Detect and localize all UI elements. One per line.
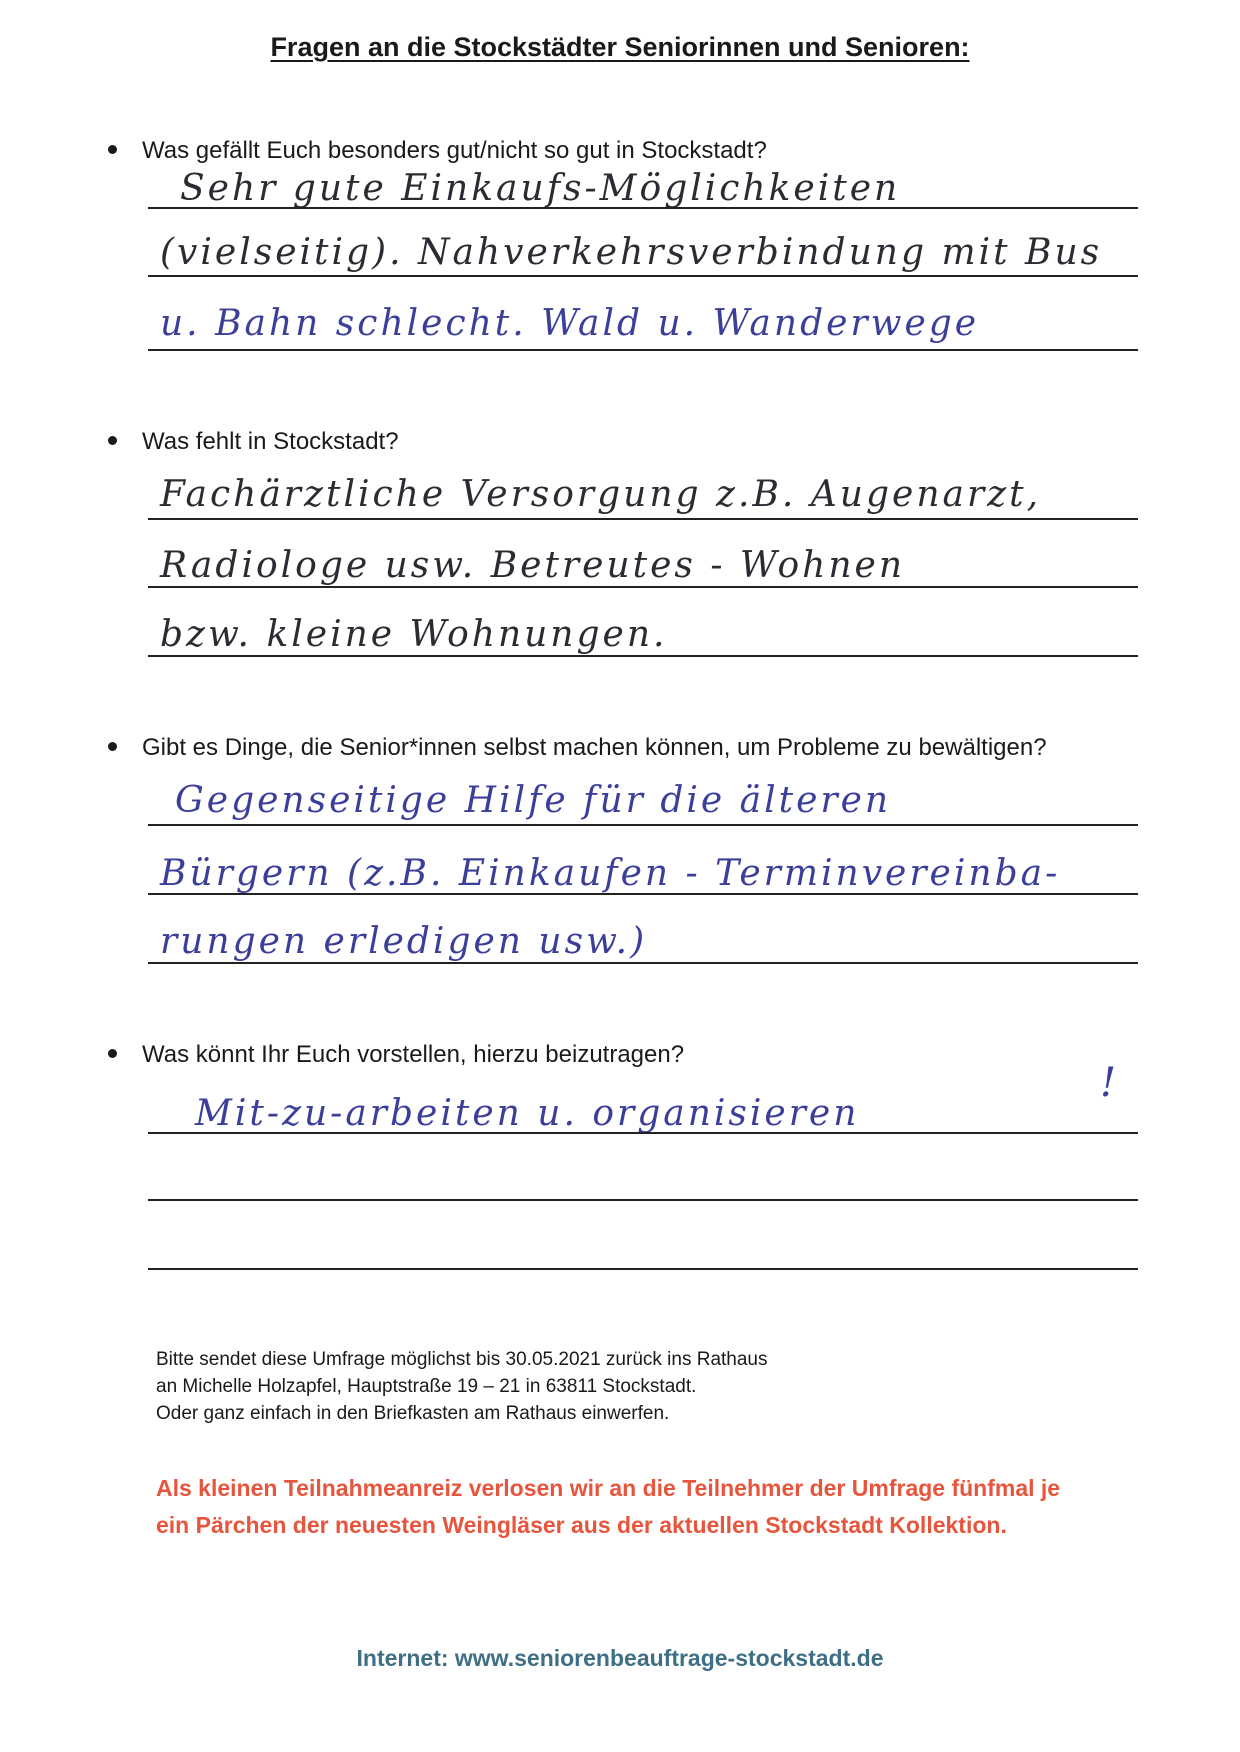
answer-2-rule-2: [148, 586, 1138, 588]
answer-1-rule-1: [148, 207, 1138, 209]
answer-2-rule-3: [148, 655, 1138, 657]
answer-3-line-1: Gegenseitige Hilfe für die älteren: [175, 780, 892, 821]
answer-2-line-1: Fachärztliche Versorgung z.B. Augenarzt,: [160, 474, 1042, 515]
page-title: Fragen an die Stockstädter Seniorinnen und Senioren:: [270, 32, 970, 62]
website-footer: Internet: www.seniorenbeauftrage-stockstadt.de: [356, 1645, 884, 1671]
exclamation-mark: !: [1100, 1060, 1117, 1106]
note-line: Oder ganz einfach in den Briefkasten am Rathaus einwerfen.: [156, 1403, 670, 1424]
answer-4-rule-1: [148, 1132, 1138, 1134]
bullet-icon: [108, 742, 117, 751]
question-1-text: Was gefällt Euch besonders gut/nicht so gut in Stockstadt?: [142, 137, 767, 164]
answer-2-line-3: bzw. kleine Wohnungen.: [160, 614, 668, 655]
answer-4-line-1: Mit-zu-arbeiten u. organisieren: [195, 1093, 860, 1134]
bullet-icon: [108, 1049, 117, 1058]
answer-4-rule-2: [148, 1199, 1138, 1201]
answer-3-rule-2: [148, 893, 1138, 895]
note-line: an Michelle Holzapfel, Hauptstraße 19 – 21 in 63811 Stockstadt.: [156, 1376, 697, 1397]
note-line: Bitte sendet diese Umfrage möglichst bis 30.05.2021 zurück ins Rathaus: [156, 1349, 768, 1370]
answer-2-rule-1: [148, 518, 1138, 520]
question-2: [108, 428, 399, 456]
answer-3-rule-1: [148, 824, 1138, 826]
question-1: [108, 137, 767, 165]
question-4: [108, 1041, 684, 1069]
answer-2-line-2: Radiologe usw. Betreutes - Wohnen: [160, 545, 906, 586]
prize-notice: [156, 1470, 1060, 1544]
bullet-icon: [108, 145, 117, 154]
prize-line: ein Pärchen der neuesten Weingläser aus der aktuellen Stockstadt Kollektion.: [156, 1512, 1007, 1538]
answer-4-rule-3: [148, 1268, 1138, 1270]
answer-3-rule-3: [148, 962, 1138, 964]
question-2-text: Was fehlt in Stockstadt?: [142, 428, 399, 455]
answer-1-line-1: Sehr gute Einkaufs-Möglichkeiten: [180, 168, 901, 209]
answer-3-line-2: Bürgern (z.B. Einkaufen - Terminvereinba-: [160, 853, 1061, 894]
question-3: [108, 734, 1047, 762]
prize-line: Als kleinen Teilnahmeanreiz verlosen wir an die Teilnehmer der Umfrage fünfmal je: [156, 1475, 1061, 1501]
question-3-text: Gibt es Dinge, die Senior*innen selbst machen können, um Probleme zu bewältigen?: [142, 734, 1047, 761]
answer-1-line-2: (vielseitig). Nahverkehrsverbindung mit Bus: [160, 232, 1103, 273]
question-4-text: Was könnt Ihr Euch vorstellen, hierzu beizutragen?: [142, 1041, 685, 1068]
answer-3-line-3: rungen erledigen usw.): [160, 921, 648, 962]
return-instructions: [156, 1346, 768, 1427]
answer-1-rule-3: [148, 349, 1138, 351]
bullet-icon: [108, 436, 117, 445]
answer-1-line-3: u. Bahn schlecht. Wald u. Wanderwege: [160, 303, 980, 344]
answer-1-rule-2: [148, 275, 1138, 277]
